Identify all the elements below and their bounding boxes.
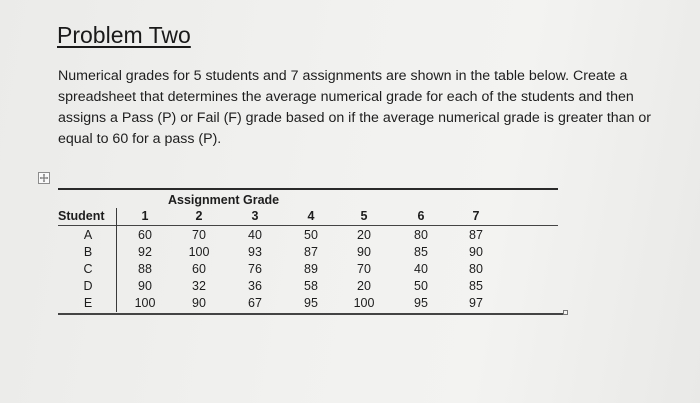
grade-cell: 85 [469, 279, 483, 293]
grade-cell: 87 [469, 228, 483, 242]
grade-cell: 40 [414, 262, 428, 276]
grade-cell: 70 [357, 262, 371, 276]
grade-cell: 88 [138, 262, 152, 276]
grade-cell: 100 [353, 296, 375, 310]
grade-cell: 50 [304, 228, 318, 242]
grade-cell: 90 [469, 245, 483, 259]
grade-cell: 70 [192, 228, 206, 242]
column-header: 3 [251, 209, 259, 223]
grade-cell: 60 [138, 228, 152, 242]
column-header: 1 [141, 209, 149, 223]
resize-handle-icon[interactable] [563, 310, 568, 315]
grade-cell: 90 [357, 245, 371, 259]
move-arrows-icon [39, 173, 49, 183]
problem-description [58, 66, 658, 150]
grade-cell: 36 [248, 279, 262, 293]
grade-cell: 32 [192, 279, 206, 293]
grade-cell: 93 [248, 245, 262, 259]
grade-cell: 80 [414, 228, 428, 242]
grade-cell: 20 [357, 279, 371, 293]
column-header: 2 [195, 209, 203, 223]
grade-cell: 100 [134, 296, 156, 310]
grade-cell: 90 [192, 296, 206, 310]
column-header: 7 [472, 209, 480, 223]
table-header-row [58, 208, 558, 226]
page-title: Problem Two [57, 22, 191, 48]
column-header: 5 [360, 209, 368, 223]
grade-cell: 58 [304, 279, 318, 293]
student-cell: C [83, 262, 93, 276]
student-cell: D [83, 279, 93, 293]
student-cell: E [83, 296, 93, 310]
grade-cell: 92 [138, 245, 152, 259]
grade-cell: 85 [414, 245, 428, 259]
student-cell: A [83, 228, 93, 242]
table-bottom-rule [58, 313, 566, 315]
description-line: assigns a Pass (P) or Fail (F) grade based on if the average numerical grade is greater than or [58, 110, 652, 126]
description-line: equal to 60 for a pass (P). [58, 131, 222, 147]
grade-cell: 50 [414, 279, 428, 293]
grade-cell: 95 [414, 296, 428, 310]
grade-cell: 87 [304, 245, 318, 259]
column-header: 6 [417, 209, 425, 223]
grade-cell: 40 [248, 228, 262, 242]
grade-cell: 89 [304, 262, 318, 276]
grade-cell: 67 [248, 296, 262, 310]
student-cell: B [83, 245, 93, 259]
grade-cell: 80 [469, 262, 483, 276]
move-handle-icon[interactable] [38, 172, 50, 184]
grade-cell: 95 [304, 296, 318, 310]
student-column-header: Student [58, 209, 105, 223]
table-top-rule [58, 188, 558, 190]
assignment-grade-header: Assignment Grade [168, 193, 280, 207]
grade-cell: 60 [192, 262, 206, 276]
grade-cell: 97 [469, 296, 483, 310]
grade-cell: 90 [138, 279, 152, 293]
grade-cell: 20 [357, 228, 371, 242]
description-line: Numerical grades for 5 students and 7 assignments are shown in the table below. Create a [58, 68, 628, 84]
description-line: spreadsheet that determines the average numerical grade for each of the students and then [58, 89, 634, 105]
grade-cell: 76 [248, 262, 262, 276]
column-header: 4 [307, 209, 315, 223]
grade-cell: 100 [188, 245, 210, 259]
